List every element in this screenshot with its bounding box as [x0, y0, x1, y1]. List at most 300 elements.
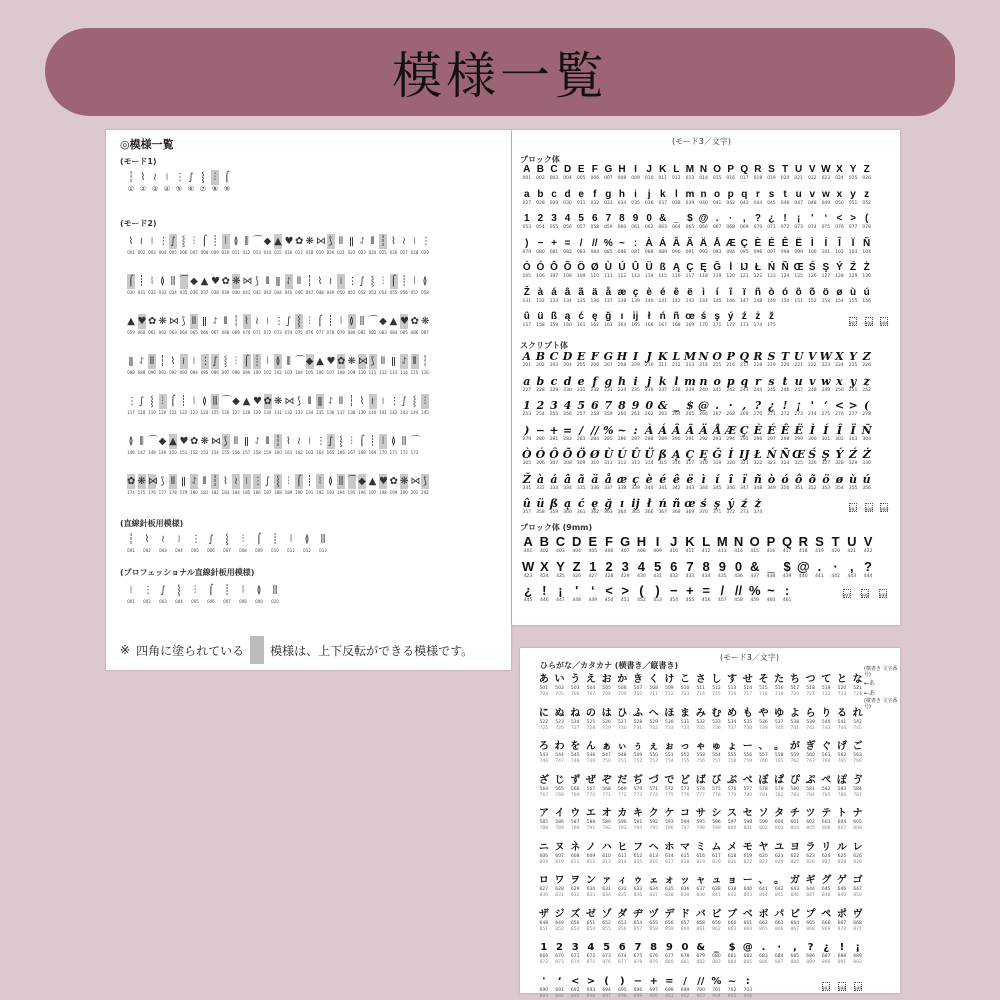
kana-yoko-number: 560	[806, 753, 815, 758]
letter-glyph: F	[590, 350, 599, 363]
letter-cell	[536, 559, 552, 580]
kana-glyph: う	[570, 674, 581, 685]
letter-cell	[547, 262, 561, 280]
kana-cell	[646, 842, 662, 866]
kana-yoko-number: 597	[727, 820, 737, 825]
kana-glyph: ズ	[570, 908, 581, 920]
letter-glyph: R	[753, 350, 763, 363]
stitch-glyph: ⫼	[359, 316, 365, 327]
letter-glyph: Â	[672, 237, 680, 249]
kana-glyph: ゴ	[852, 875, 863, 886]
stitch-number: 192	[316, 490, 324, 495]
letter-number: 116	[672, 274, 681, 279]
stitch-glyph: ▲	[127, 316, 135, 327]
letter-glyph: Ô	[550, 262, 558, 273]
kana-tate-number: 862	[712, 926, 721, 932]
letter-glyph: r	[755, 188, 760, 200]
letter-number: 145	[712, 298, 722, 304]
kana-tate-number: 759	[743, 759, 753, 764]
stitch-number: 039	[221, 290, 230, 295]
kana-glyph: ひ	[617, 707, 628, 719]
kana-glyph: シ	[711, 808, 722, 819]
letter-glyph: Ż	[862, 448, 871, 461]
kana-tate-number: 742	[806, 725, 815, 731]
kana-cell	[536, 741, 552, 765]
space-grid-icon	[834, 976, 850, 987]
kana-glyph: ゅ	[711, 741, 722, 752]
letter-number: 074	[807, 225, 817, 230]
stitch-glyph: ❋	[137, 476, 146, 487]
kana-tate-number: 710	[633, 692, 643, 697]
kana-cell	[567, 775, 583, 799]
letter-cell	[642, 189, 656, 207]
kana-cell	[599, 909, 615, 933]
letter-number: 058	[590, 225, 600, 230]
letter-glyph: d	[563, 374, 572, 388]
stitch-glyph: ⦀	[307, 396, 312, 407]
kana-yoko-number: 619	[743, 853, 753, 859]
stitch-glyph: ⋮	[274, 316, 284, 327]
kana-yoko-number: 572	[665, 786, 674, 792]
letter-number: 207	[604, 363, 613, 368]
stitch-glyph: ⸾	[370, 276, 375, 287]
letter-glyph: Ł	[753, 448, 762, 461]
letter-glyph: õ	[809, 286, 816, 298]
letter-glyph: Ü	[645, 262, 653, 273]
kana-tate-number: 854	[586, 926, 596, 932]
letter-glyph: ß	[659, 262, 666, 273]
kana-yoko-number: 663	[774, 920, 784, 926]
letter-glyph: â	[564, 286, 571, 298]
kana-cell	[599, 942, 615, 966]
letter-cell	[819, 164, 833, 182]
letter-cell	[792, 350, 806, 369]
letter-number: 272	[780, 412, 790, 417]
letter-cell	[536, 534, 552, 555]
letter-glyph: ¡	[558, 583, 563, 598]
letter-cell	[629, 213, 643, 231]
kana-glyph: :	[745, 975, 750, 987]
letter-glyph: ø	[836, 286, 843, 298]
kana-yoko-number: 542	[853, 719, 862, 725]
stitch-number: 041	[242, 290, 251, 295]
letter-number: 358	[536, 510, 545, 515]
kana-glyph: む	[711, 707, 722, 719]
kana-glyph: せ	[742, 674, 753, 685]
kana-tate-number: 865	[759, 926, 768, 932]
stitch-number: 012	[242, 250, 251, 255]
letter-cell	[615, 262, 629, 280]
letter-cell	[615, 350, 629, 369]
letter-cell	[520, 262, 534, 280]
stitch-glyph: ⌠	[390, 276, 397, 287]
letter-number: 076	[835, 225, 844, 230]
stitch-glyph: ⌠	[359, 436, 365, 447]
letter-number: 362	[590, 510, 600, 515]
letter-glyph: ,	[742, 399, 747, 412]
stitch-glyph: ≀	[402, 236, 406, 247]
kana-tate-number: 794	[633, 826, 643, 831]
letter-glyph: ą	[564, 497, 572, 510]
letter-glyph: ý	[727, 311, 734, 322]
letter-number: 218	[753, 363, 763, 368]
kana-tate-number: 715	[712, 692, 721, 697]
letter-number: 275	[821, 412, 831, 417]
kana-yoko-number: 676	[649, 954, 658, 959]
letter-glyph: ż	[754, 497, 762, 510]
stitch-glyph: ⦚	[339, 316, 343, 327]
space-code-number: 997	[848, 508, 858, 513]
kana-tate-number: 812	[586, 859, 596, 865]
letter-number: 421	[847, 549, 857, 554]
letter-number: 273	[794, 412, 803, 417]
kana-glyph: な	[852, 674, 863, 685]
kana-tate-number: 792	[602, 826, 611, 831]
kana-cell	[771, 741, 787, 765]
letter-cell	[683, 262, 697, 280]
letter-number: 267	[712, 412, 722, 417]
letter-cell	[642, 399, 656, 418]
letter-number: 260	[617, 412, 627, 417]
kana-tate-number: 853	[570, 926, 580, 932]
kana-tate-number: 756	[696, 759, 706, 764]
kana-cell	[740, 942, 756, 966]
stitch-number: 099	[242, 370, 251, 375]
kana-tate-number: 765	[837, 759, 847, 764]
kana-yoko-number: 586	[555, 820, 564, 825]
kana-cell	[850, 808, 866, 832]
kana-cell	[709, 875, 725, 899]
stitch-number: 146	[127, 450, 135, 455]
letter-number: 022	[807, 176, 817, 181]
letter-cell	[656, 473, 670, 492]
kana-tate-number: 855	[602, 926, 611, 932]
letter-cell	[650, 559, 666, 580]
kana-glyph: 9	[665, 942, 673, 953]
letter-cell	[656, 350, 670, 369]
kana-cell	[756, 741, 772, 765]
kana-glyph: /	[683, 975, 687, 987]
stitch-glyph: ≀	[153, 172, 157, 183]
letter-cell	[724, 448, 738, 467]
letter-number: 015	[712, 176, 722, 181]
letter-glyph: Q	[739, 350, 750, 363]
letter-number: 028	[536, 200, 545, 206]
letter-number: 128	[835, 274, 844, 279]
stitch-number: 128	[242, 410, 251, 415]
stitch-number: 049	[326, 290, 335, 295]
kana-tate-number: 877	[617, 960, 627, 965]
letter-number: 262	[644, 412, 654, 417]
letter-glyph: O	[749, 534, 760, 549]
letter-cell	[642, 164, 656, 182]
letter-cell	[520, 164, 534, 182]
block-row	[520, 311, 892, 329]
stitch-number: 113	[389, 370, 398, 375]
letter-glyph: g	[605, 188, 612, 200]
stitch-glyph: ⌇	[317, 276, 323, 287]
kana-yoko-number: 665	[806, 920, 815, 926]
kana-tate-number: 818	[680, 859, 690, 865]
letter-number: 001	[522, 176, 532, 181]
kana-tate-number: 833	[586, 893, 596, 898]
letter-glyph: +	[551, 237, 557, 249]
letter-cell	[819, 399, 833, 418]
letter-cell	[629, 311, 643, 329]
letter-glyph: &	[750, 558, 760, 574]
letter-number: 301	[821, 436, 831, 442]
letter-cell	[819, 238, 833, 256]
stitch-number: 170	[379, 450, 387, 455]
letter-cell	[792, 262, 806, 280]
stitch-number: 184	[232, 490, 240, 495]
kana-glyph: ホ	[664, 841, 675, 853]
stitch-number: 085	[400, 330, 408, 335]
stitch-glyph: ⫴	[296, 276, 302, 287]
letter-glyph: Ĳ	[739, 448, 750, 461]
kana-cell	[787, 875, 803, 899]
stitch-number: 059	[127, 330, 135, 335]
stitch-number: ⑨	[223, 185, 231, 193]
letter-glyph: 6	[591, 213, 598, 224]
letter-glyph: V	[807, 350, 817, 363]
letter-glyph: B	[535, 350, 546, 363]
kana-yoko-number: 587	[570, 820, 580, 825]
letter-cell	[656, 375, 670, 394]
letter-cell	[520, 375, 534, 394]
stitch-number: 006	[207, 599, 215, 604]
kana-tate-number: 708	[602, 692, 611, 697]
letter-number: 320	[726, 461, 735, 466]
stitch-glyph: ♥	[379, 476, 388, 487]
letter-glyph: v	[809, 374, 816, 388]
letter-number: 204	[563, 363, 572, 368]
letter-number: 065	[685, 225, 695, 230]
letter-cell	[846, 350, 860, 369]
kana-cell	[709, 942, 725, 966]
letter-number: 368	[672, 510, 681, 515]
letter-number: 157	[522, 323, 532, 328]
kana-glyph: ぐ	[821, 741, 832, 752]
letter-number: 278	[862, 412, 871, 417]
kana-cell	[552, 708, 568, 732]
stitch-glyph: ✿	[337, 356, 346, 367]
letter-cell	[534, 238, 548, 256]
kana-yoko-number: 697	[649, 987, 658, 993]
stitch-number: 030	[127, 290, 135, 295]
kana-yoko-number: 698	[665, 987, 674, 993]
mode2-row	[126, 314, 431, 337]
stitch-glyph: ⋮	[191, 534, 201, 545]
letter-glyph: Ó	[536, 262, 545, 273]
stitch-glyph: ⦀	[265, 276, 270, 287]
kana-glyph: プ	[805, 908, 816, 920]
letter-cell	[779, 534, 795, 555]
kana-cell	[709, 674, 725, 698]
letter-cell	[561, 497, 575, 516]
letter-cell	[805, 262, 819, 280]
letter-glyph: A	[523, 164, 531, 175]
letter-glyph: Ã	[685, 423, 695, 437]
stitch-glyph: ⌇	[223, 476, 228, 487]
letter-cell	[615, 424, 629, 443]
stitch-glyph: ⋈	[316, 236, 326, 247]
stitch-number: 108	[337, 370, 345, 375]
letter-glyph: R	[754, 164, 762, 175]
stitch-number: 046	[295, 290, 303, 295]
letter-glyph: É	[768, 237, 775, 249]
kana-glyph: ど	[680, 774, 691, 786]
letter-glyph: 5	[653, 558, 662, 574]
letter-glyph: S	[767, 350, 776, 363]
kana-cell	[567, 875, 583, 899]
kana-yoko-number: 694	[602, 987, 611, 993]
kana-cell	[803, 808, 819, 832]
kana-glyph: ケ	[664, 808, 675, 819]
letter-cell	[819, 262, 833, 280]
letter-number: 095	[740, 249, 749, 255]
letter-glyph: k	[659, 188, 666, 200]
kana-cell	[583, 674, 599, 698]
letter-glyph: L	[702, 534, 711, 549]
kana-cell	[693, 976, 709, 1000]
kana-glyph: ン	[585, 875, 596, 886]
kana-glyph: じ	[554, 774, 565, 786]
kana-cell	[818, 741, 834, 765]
kana-tate-number: 894	[555, 993, 564, 999]
letter-cell	[642, 311, 656, 329]
letter-glyph: í	[715, 286, 719, 298]
letter-number: 106	[536, 274, 545, 279]
stitch-glyph: ≀	[328, 276, 333, 287]
letter-number: 122	[753, 274, 763, 279]
stitch-number: 062	[158, 330, 167, 335]
kana-tate-number: 761	[774, 759, 784, 764]
stitch-number: 068	[221, 330, 230, 335]
kana-yoko-number: 630	[586, 887, 596, 892]
kana-cell	[693, 842, 709, 866]
letter-glyph: t	[782, 374, 788, 388]
letter-glyph: u	[795, 188, 802, 200]
stitch-number: 106	[316, 370, 324, 375]
space-code-cell	[876, 497, 892, 516]
stitch-glyph: ┆	[127, 172, 135, 183]
stitch-number: 001	[127, 548, 135, 553]
stitch-number: 011	[287, 548, 295, 553]
kana-tate-number: 785	[821, 792, 831, 798]
letter-cell	[588, 213, 602, 231]
letter-cell	[792, 287, 806, 305]
stitch-glyph: ⟆	[255, 276, 259, 287]
letter-cell	[682, 583, 698, 604]
stitch-glyph: ≬	[349, 316, 354, 327]
kana-glyph: ¿	[823, 942, 830, 953]
letter-glyph: /	[579, 237, 583, 249]
kana-yoko-number: 627	[539, 887, 549, 892]
letter-glyph: C	[555, 534, 566, 549]
stitch-glyph: ⫶	[241, 534, 245, 545]
letter-cell	[751, 448, 765, 467]
letter-cell	[846, 287, 860, 305]
letter-number: 307	[549, 461, 559, 466]
letter-glyph: Y	[556, 558, 565, 574]
stitch-number: 048	[316, 290, 324, 295]
letter-glyph: _	[673, 213, 680, 224]
letter-glyph: Ï	[851, 237, 855, 249]
letter-cell	[833, 375, 847, 394]
kana-yoko-number: 634	[649, 887, 658, 892]
kana-cell	[646, 942, 662, 966]
letter-glyph: Ç	[685, 448, 695, 461]
letter-number: 337	[604, 485, 613, 491]
kana-tate-number: 704	[539, 692, 549, 697]
space-grid-icon	[845, 497, 861, 508]
letter-glyph: Ą	[672, 448, 681, 461]
kana-glyph: ミ	[695, 841, 706, 853]
letter-number: 047	[794, 200, 803, 206]
space-code-number: 999	[853, 986, 863, 992]
kana-yoko-number: 638	[712, 887, 721, 892]
kana-yoko-number: 519	[821, 686, 831, 691]
kana-glyph: ぢ	[632, 774, 643, 786]
letter-number: 242	[726, 387, 735, 393]
letter-cell	[642, 238, 656, 256]
kana-cell	[850, 674, 866, 698]
kana-yoko-number: 581	[806, 786, 815, 792]
letter-cell	[833, 350, 847, 369]
kana-yoko-number: 692	[570, 987, 580, 993]
stitch-number: ⑥	[187, 185, 195, 193]
letter-glyph: ô	[795, 286, 802, 298]
letter-number: 372	[726, 510, 735, 515]
letter-glyph: Ğ	[713, 262, 721, 273]
stitch-glyph: ❋	[400, 476, 409, 487]
kana-glyph: ツ	[805, 808, 816, 819]
letter-glyph: Ô	[549, 448, 559, 461]
letter-cell	[569, 583, 585, 604]
letter-cell	[617, 583, 633, 604]
stitch-pattern	[410, 434, 421, 457]
kana-row	[536, 808, 866, 832]
kana-glyph: 、	[758, 875, 769, 886]
letter-cell	[602, 189, 616, 207]
letter-number: 414	[734, 549, 743, 554]
letter-glyph: û	[522, 497, 531, 510]
kana-yoko-number: 641	[759, 887, 768, 892]
letter-cell	[520, 350, 534, 369]
stitch-glyph: ▲	[389, 316, 398, 327]
letter-cell	[697, 164, 711, 182]
letter-glyph: ı	[619, 497, 625, 510]
letter-number: 264	[672, 412, 681, 417]
stitch-glyph: ♥	[211, 276, 220, 287]
letter-glyph: ž	[768, 311, 774, 322]
kana-cell	[677, 976, 693, 1000]
letter-glyph: Ş	[822, 262, 830, 273]
letter-number: 322	[753, 461, 763, 466]
letter-cell	[751, 350, 765, 369]
letter-glyph: Õ	[563, 262, 572, 273]
stitch-number: 126	[221, 410, 230, 415]
kana-tate-number: 845	[774, 893, 784, 898]
letter-number: 241	[712, 387, 722, 393]
letter-cell	[751, 213, 765, 231]
letter-number: 210	[644, 363, 654, 368]
stitch-number: 199	[389, 490, 398, 495]
letter-number: 298	[780, 436, 790, 442]
letter-glyph: Ę	[699, 448, 708, 461]
kana-cell	[834, 875, 850, 899]
